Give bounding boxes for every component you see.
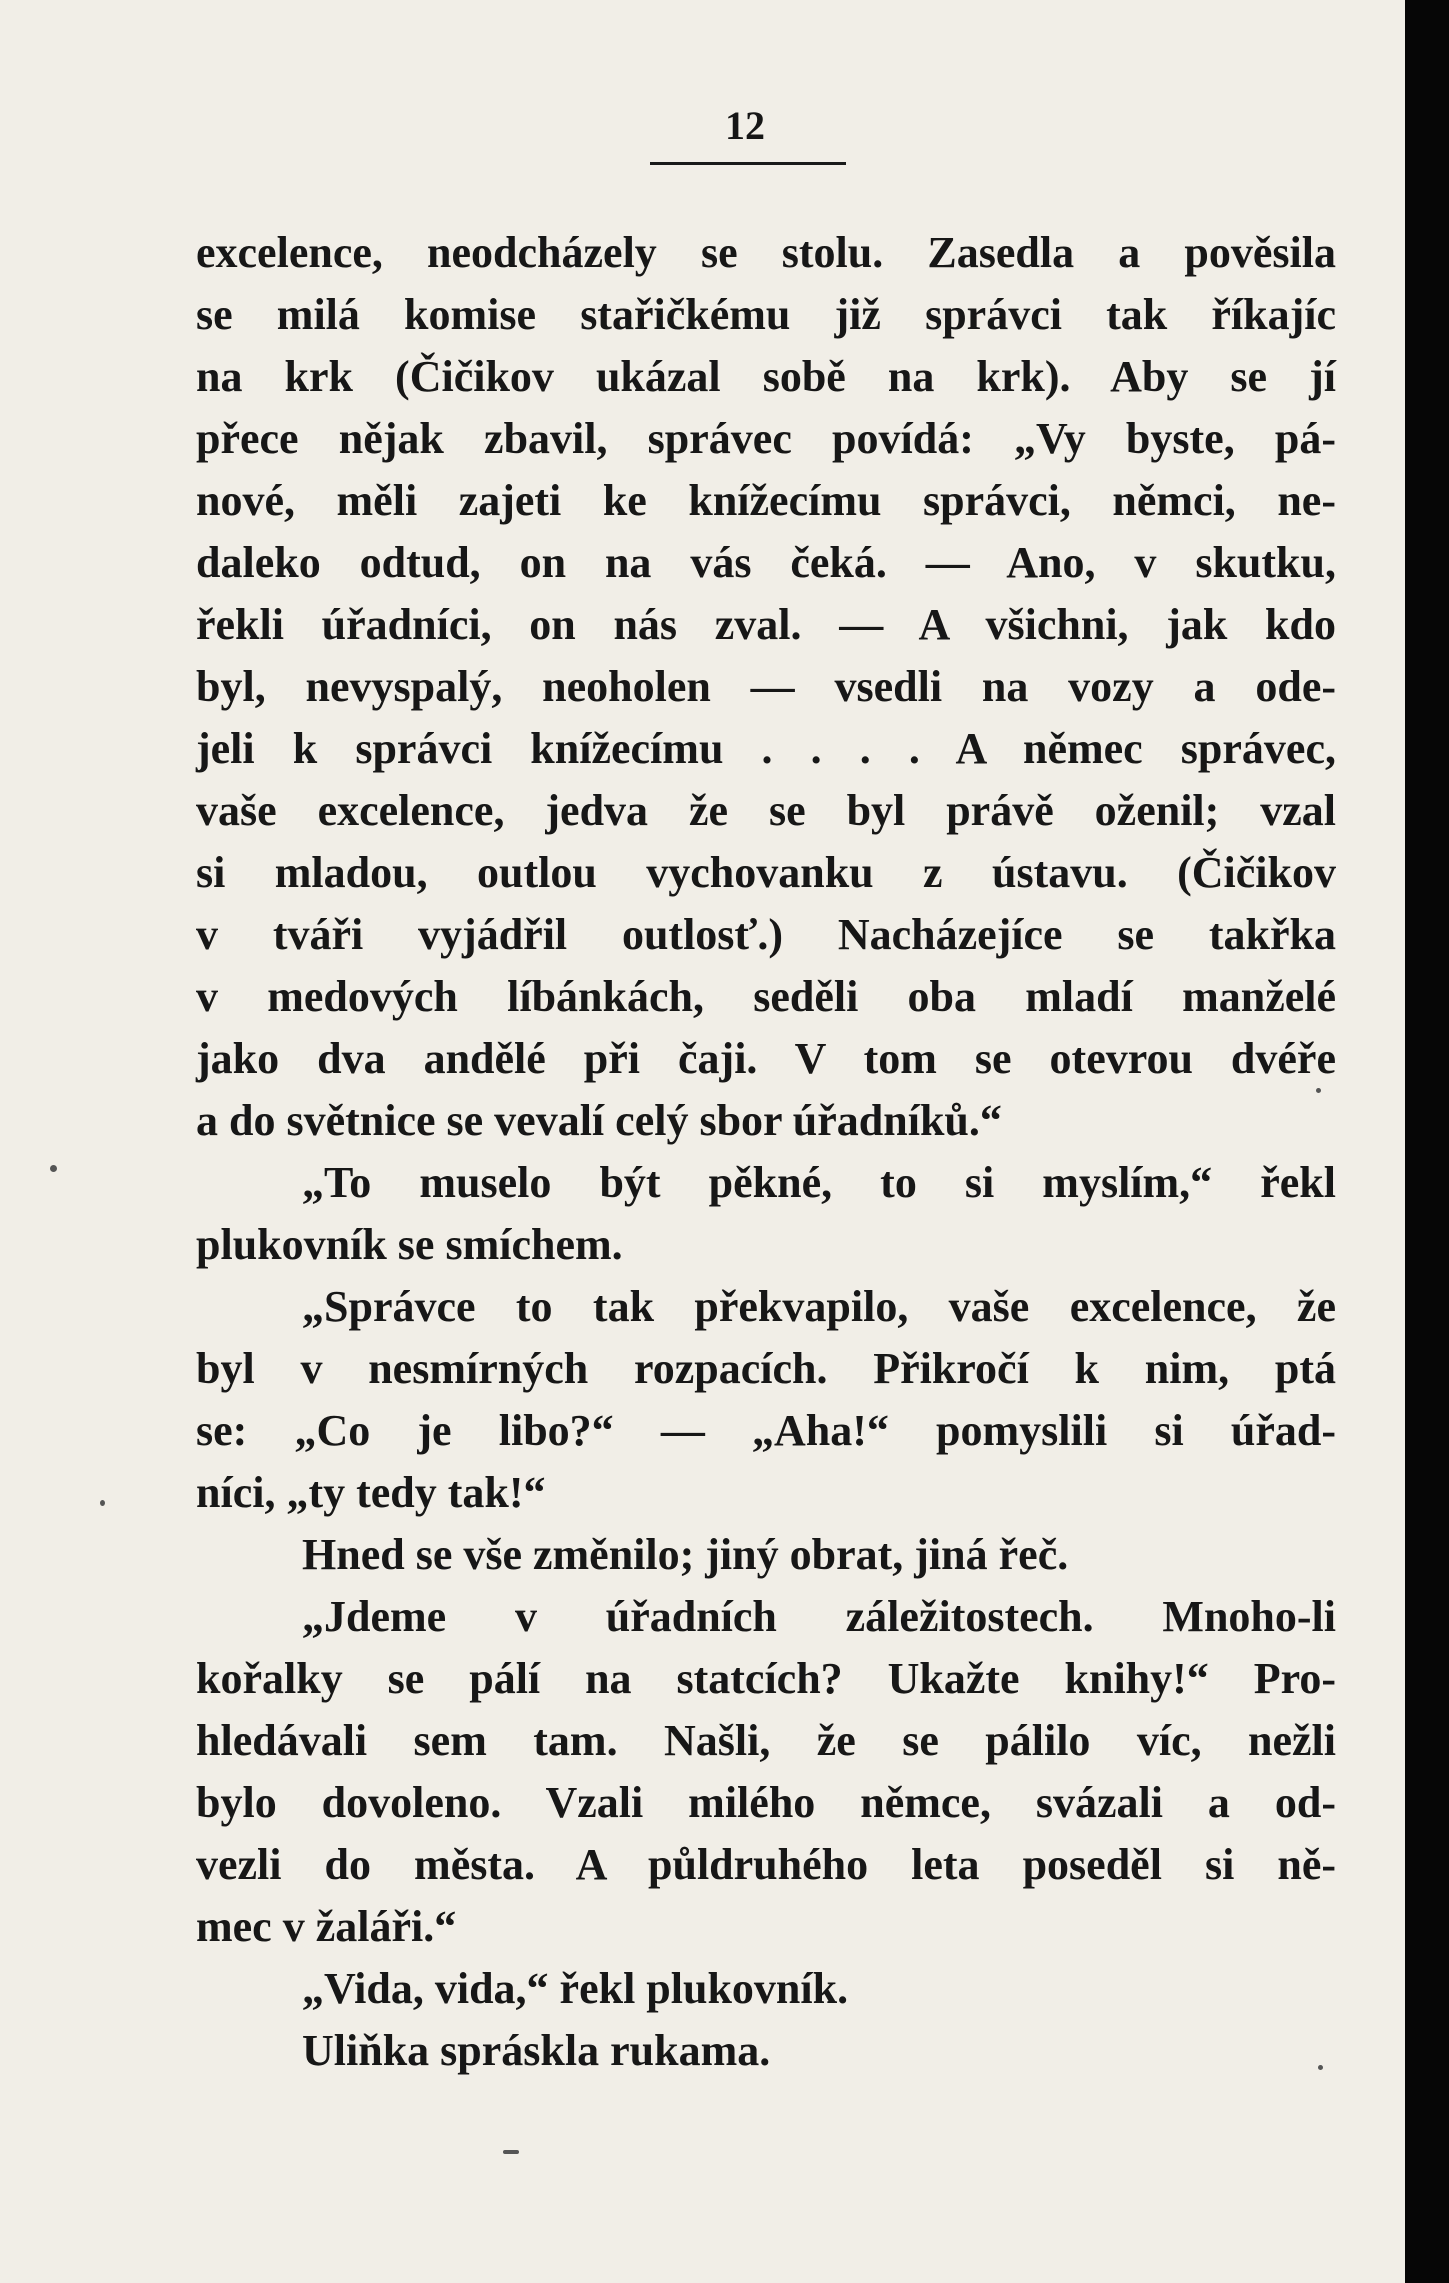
text-line: na krk (Čičikov ukázal sobě na krk). Aby se jí xyxy=(196,352,1336,401)
text-line: vezli do města. A půldruhého leta poseděl si ně- xyxy=(196,1840,1336,1889)
text-line: „To muselo být pěkné, to si myslím,“ řekl xyxy=(302,1158,1336,1207)
text-line: „Vida, vida,“ řekl plukovník. xyxy=(302,1964,849,2013)
text-line: kořalky se pálí na statcích? Ukažte knihy!“ Pro- xyxy=(196,1654,1336,1703)
text-line: v medových líbánkách, seděli oba mladí manželé xyxy=(196,972,1336,1021)
text-line: byl v nesmírných rozpacích. Přikročí k nim, ptá xyxy=(196,1344,1336,1393)
text-line: daleko odtud, on na vás čeká. — Ano, v skutku, xyxy=(196,538,1336,587)
text-line: se: „Co je libo?“ — „Aha!“ pomyslili si úřad- xyxy=(196,1406,1336,1455)
text-line: níci, „ty tedy tak!“ xyxy=(196,1468,546,1517)
text-line: „Jdeme v úřadních záležitostech. Mnoho-li xyxy=(302,1592,1336,1641)
ink-speck xyxy=(1316,1088,1321,1093)
text-line: si mladou, outlou vychovanku z ústavu. (Čičikov xyxy=(196,848,1336,897)
text-line: mec v žaláři.“ xyxy=(196,1902,457,1951)
text-line: „Správce to tak překvapilo, vaše excelence, že xyxy=(302,1282,1336,1331)
ink-speck xyxy=(50,1165,57,1172)
text-line: byl, nevyspalý, neoholen — vsedli na vozy a ode- xyxy=(196,662,1336,711)
text-line: hledávali sem tam. Našli, že se pálilo víc, nežli xyxy=(196,1716,1336,1765)
text-line: v tváři vyjádřil outlosť.) Nacházejíce se takřka xyxy=(196,910,1336,959)
scan-dark-edge xyxy=(1405,0,1449,2283)
text-line: přece nějak zbavil, správec povídá: „Vy byste, pá- xyxy=(196,414,1336,463)
page-number-rule xyxy=(650,162,846,165)
text-line: a do světnice se vevalí celý sbor úřadníků.“ xyxy=(196,1096,1002,1145)
text-line: Uliňka spráskla rukama. xyxy=(302,2026,771,2075)
ink-speck xyxy=(503,2150,519,2154)
page-number: 12 xyxy=(725,103,765,148)
body-text xyxy=(196,222,1336,2082)
text-line: řekli úřadníci, on nás zval. — A všichni, jak kdo xyxy=(196,600,1336,649)
text-line: Hned se vše změnilo; jiný obrat, jiná řeč. xyxy=(302,1530,1069,1579)
ink-speck xyxy=(1318,2065,1323,2070)
ink-speck xyxy=(100,1500,105,1506)
text-line: nové, měli zajeti ke knížecímu správci, němci, ne- xyxy=(196,476,1336,525)
text-line: vaše excelence, jedva že se byl právě oženil; vzal xyxy=(196,786,1336,835)
text-line: jeli k správci knížecímu . . . . A němec správec, xyxy=(196,724,1336,773)
text-line: excelence, neodcházely se stolu. Zasedla a pověsila xyxy=(196,228,1336,277)
text-line: plukovník se smíchem. xyxy=(196,1220,623,1269)
text-line: bylo dovoleno. Vzali milého němce, svázali a od- xyxy=(196,1778,1336,1827)
text-line: se milá komise stařičkému již správci tak říkajíc xyxy=(196,290,1336,339)
text-line: jako dva andělé při čaji. V tom se otevrou dvéře xyxy=(196,1034,1336,1083)
